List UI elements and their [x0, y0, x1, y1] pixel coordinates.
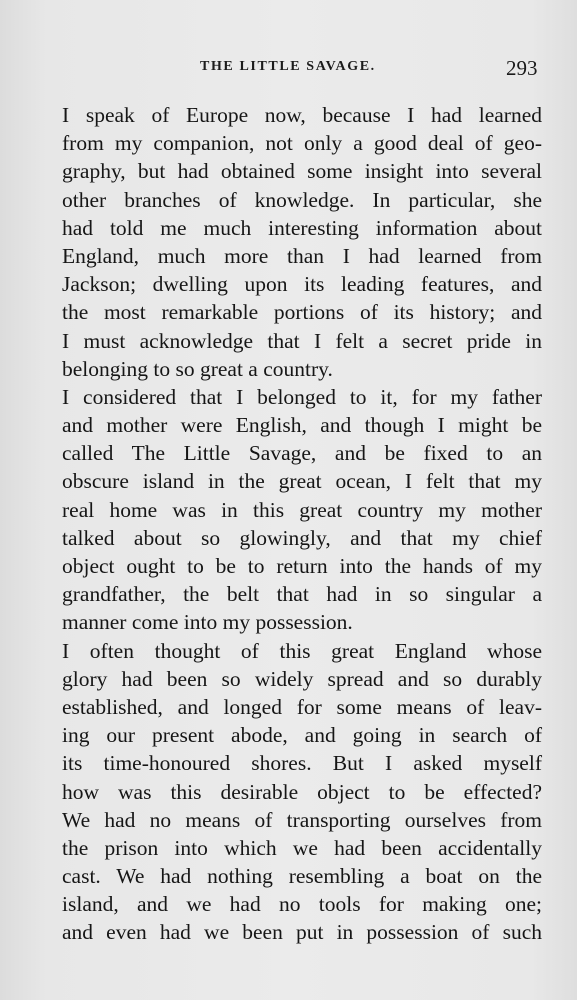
text-line: the prison into which we had been accidentally: [62, 835, 542, 860]
text-line: real home was in this great country my mother: [62, 497, 542, 522]
text-line: from my companion, not only a good deal of geo-: [62, 131, 542, 156]
text-line: and mother were English, and though I might be: [62, 413, 542, 438]
text-line: ing our present abode, and going in search of: [62, 723, 542, 748]
text-line: belonging to so great a country.: [62, 356, 333, 381]
text-line: cast. We had nothing resembling a boat on the: [62, 864, 542, 889]
text-line: I often thought of this great England whose: [62, 638, 542, 663]
text-line: I considered that I belonged to it, for my father: [62, 384, 542, 409]
text-line: called The Little Savage, and be fixed to an: [62, 441, 542, 466]
text-line: obscure island in the great ocean, I felt that my: [62, 469, 542, 494]
text-line: object ought to be to return into the hands of my: [62, 554, 542, 578]
text-line: had told me much interesting information about: [62, 215, 542, 240]
text-line: manner come into my possession.: [62, 610, 353, 635]
text-line: glory had been so widely spread and so durably: [62, 666, 542, 691]
running-title: THE LITTLE SAVAGE.: [200, 59, 376, 74]
text-line: established, and longed for some means of leav-: [62, 694, 542, 719]
text-line: graphy, but had obtained some insight into several: [62, 159, 542, 184]
text-line: England, much more than I had learned from: [62, 243, 542, 268]
text-line: I speak of Europe now, because I had learned: [62, 103, 542, 127]
page-header: [0, 56, 577, 82]
text-line: We had no means of transporting ourselves from: [62, 807, 542, 832]
page-number: 293: [506, 56, 538, 80]
text-line: the most remarkable portions of its history; and: [62, 300, 542, 325]
text-line: Jackson; dwelling upon its leading features, and: [62, 272, 542, 297]
text-line: island, and we had no tools for making one;: [62, 892, 542, 917]
text-line: how was this desirable object to be effected?: [62, 779, 542, 804]
body-text: [62, 101, 542, 947]
text-line: its time-honoured shores. But I asked myself: [62, 751, 542, 776]
text-line: grandfather, the belt that had in so singular a: [62, 582, 542, 607]
text-line: and even had we been put in possession of such: [62, 920, 542, 945]
text-line: talked about so glowingly, and that my chief: [62, 525, 542, 550]
text-line: other branches of knowledge. In particular, she: [62, 187, 542, 212]
text-line: I must acknowledge that I felt a secret pride in: [62, 328, 542, 353]
